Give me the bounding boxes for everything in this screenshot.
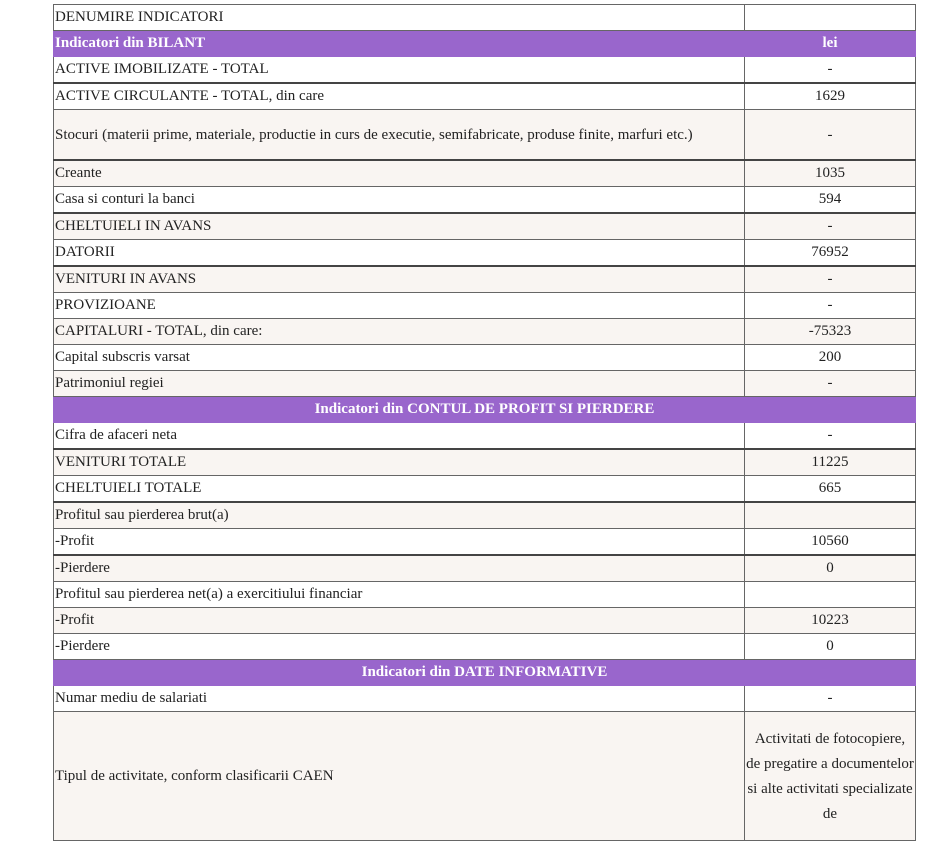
row-value: 0 [745,634,916,660]
table-header-row [54,5,916,31]
row-label: Profitul sau pierderea brut(a) [54,502,745,529]
row-value: 10560 [745,529,916,556]
row-label: CHELTUIELI IN AVANS [54,213,745,240]
row-value: 594 [745,187,916,214]
section-info [54,660,916,686]
table-row [54,57,916,84]
row-label: ACTIVE CIRCULANTE - TOTAL, din care [54,83,745,110]
row-label: Numar mediu de salariati [54,686,745,712]
row-value: 1035 [745,160,916,187]
row-value: 665 [745,476,916,503]
table-row [54,529,916,556]
row-label: Capital subscris varsat [54,345,745,371]
row-value: 10223 [745,608,916,634]
row-label: -Pierdere [54,555,745,582]
row-label: CAPITALURI - TOTAL, din care: [54,319,745,345]
table-row [54,371,916,397]
row-label: -Profit [54,608,745,634]
row-label: Casa si conturi la banci [54,187,745,214]
row-label: Stocuri (materii prime, materiale, productie in curs de executie, semifabricate, produse finite, marfuri etc.) [54,110,745,161]
row-label: VENITURI IN AVANS [54,266,745,293]
table-row [54,686,916,712]
row-value [745,582,916,608]
row-label: -Pierdere [54,634,745,660]
row-label: -Profit [54,529,745,556]
table-row [54,449,916,476]
row-value: - [745,57,916,84]
row-label: Profitul sau pierderea net(a) a exercitiului financiar [54,582,745,608]
row-value: - [745,293,916,319]
row-label: VENITURI TOTALE [54,449,745,476]
table-row [54,423,916,450]
row-label: ACTIVE IMOBILIZATE - TOTAL [54,57,745,84]
section-profit-title: Indicatori din CONTUL DE PROFIT SI PIERDERE [54,397,916,423]
financial-indicators-panel [53,4,915,841]
row-value: - [745,110,916,161]
section-bilant-unit: lei [745,31,916,57]
row-value: - [745,423,916,450]
caen-activity-text: Activitati de fotocopiere, de pregatire a documentelor si alte activitati specializate de [746,731,914,822]
table-row [54,319,916,345]
row-label: Tipul de activitate, conform clasificarii CAEN [54,712,745,841]
row-value: 76952 [745,240,916,267]
row-value: 200 [745,345,916,371]
row-label: Creante [54,160,745,187]
row-label: Cifra de afaceri neta [54,423,745,450]
table-row [54,476,916,503]
section-bilant-title: Indicatori din BILANT [54,31,745,57]
row-value: - [745,371,916,397]
financial-indicators-table [53,4,916,841]
row-label: Patrimoniul regiei [54,371,745,397]
header-label: DENUMIRE INDICATORI [54,5,745,31]
section-info-title: Indicatori din DATE INFORMATIVE [54,660,916,686]
row-value [745,712,916,841]
row-value: - [745,213,916,240]
section-profit [54,397,916,423]
table-row [54,213,916,240]
row-value: 11225 [745,449,916,476]
table-row [54,712,916,841]
row-value: 1629 [745,83,916,110]
row-value: 0 [745,555,916,582]
table-row [54,582,916,608]
table-row [54,502,916,529]
table-row [54,83,916,110]
section-bilant [54,31,916,57]
table-row [54,345,916,371]
table-row [54,293,916,319]
table-row [54,160,916,187]
header-value [745,5,916,31]
table-row [54,187,916,214]
table-row [54,240,916,267]
row-value: -75323 [745,319,916,345]
table-row [54,555,916,582]
row-label: CHELTUIELI TOTALE [54,476,745,503]
table-row [54,266,916,293]
row-value: - [745,686,916,712]
row-label: PROVIZIOANE [54,293,745,319]
row-label: DATORII [54,240,745,267]
table-row [54,608,916,634]
row-value: - [745,266,916,293]
table-row [54,634,916,660]
row-value [745,502,916,529]
table-row [54,110,916,161]
